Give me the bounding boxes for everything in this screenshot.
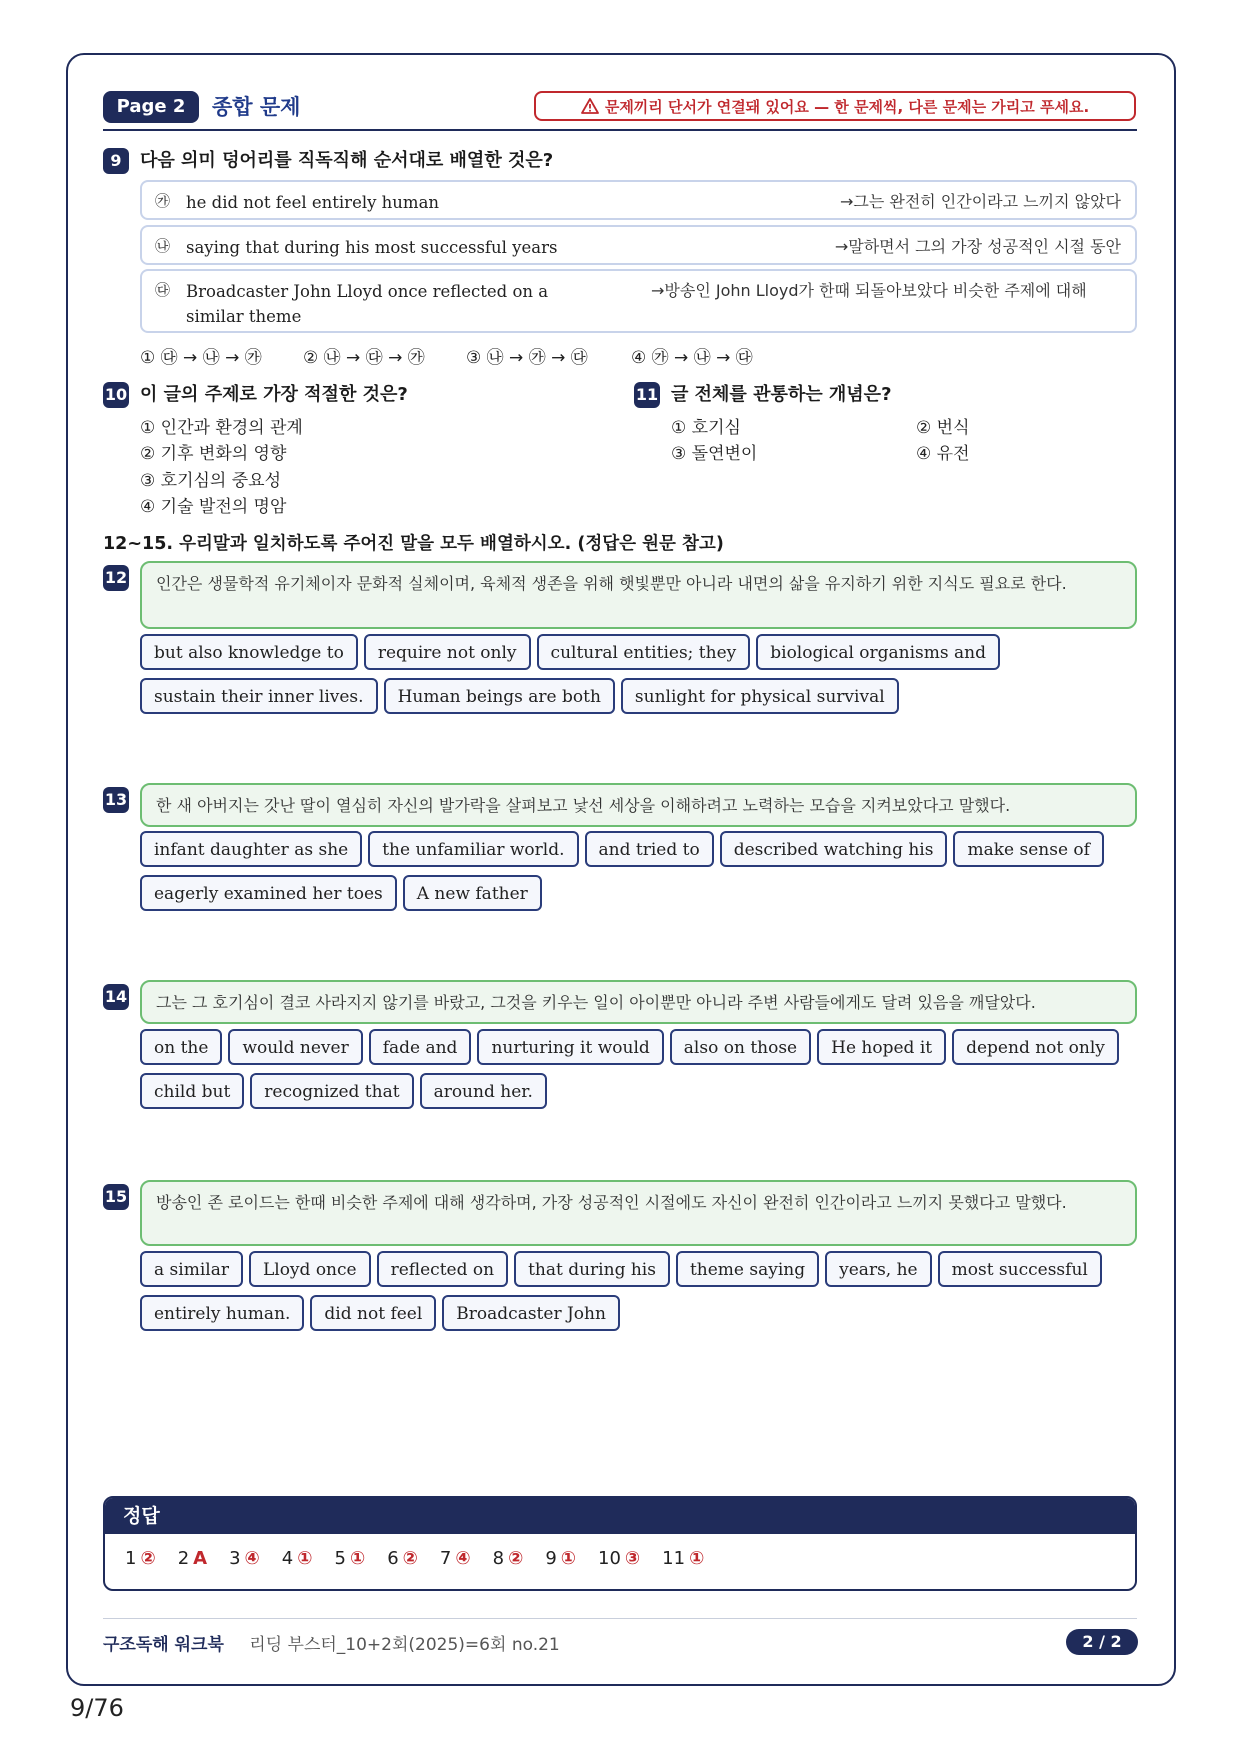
option[interactable]: ② 기후 변화의 영향 — [140, 444, 287, 464]
word-tile[interactable]: and tried to — [585, 831, 714, 867]
word-tile[interactable]: described watching his — [720, 831, 948, 867]
option[interactable]: ① ㉰ → ㉯ → ㉮ — [140, 348, 262, 368]
option[interactable]: ④ 유전 — [916, 444, 970, 464]
option[interactable]: ④ ㉮ → ㉯ → ㉰ — [631, 348, 753, 368]
word-tile[interactable]: reflected on — [377, 1251, 508, 1287]
korean-sentence-box: 인간은 생물학적 유기체이자 문화적 실체이며, 육체적 생존을 위해 햇빛뿐만 아니라 내면의 삶을 유지하기 위한 지식도 필요로 한다. — [140, 561, 1137, 629]
chunk-korean: →그는 완전히 인간이라고 느끼지 않았다 — [839, 192, 1121, 211]
word-tile[interactable]: years, he — [825, 1251, 931, 1287]
warning-text: 문제끼리 단서가 연결돼 있어요 — 한 문제씩, 다른 문제는 가리고 푸세요. — [604, 97, 1090, 116]
korean-sentence-box: 방송인 존 로이드는 한때 비슷한 주제에 대해 생각하며, 가장 성공적인 시절에도 자신이 완전히 인간이라고 느끼지 못했다고 말했다. — [140, 1180, 1137, 1246]
word-tile[interactable]: that during his — [514, 1251, 670, 1287]
chunk-mark: ㉯ — [155, 237, 171, 255]
word-tile[interactable]: the unfamiliar world. — [368, 831, 578, 867]
word-tile[interactable]: sunlight for physical survival — [621, 678, 899, 714]
chunk-mark: ㉰ — [155, 281, 171, 299]
option[interactable]: ③ 호기심의 중요성 — [140, 471, 282, 491]
question-number: 15 — [103, 1184, 129, 1210]
footer-brand: 구조독해 워크북 — [103, 1635, 224, 1655]
word-tile[interactable]: also on those — [670, 1029, 811, 1065]
answer-item: 5 ① — [334, 1548, 366, 1569]
option[interactable]: ② ㉯ → ㉰ → ㉮ — [303, 348, 425, 368]
word-tile[interactable]: sustain their inner lives. — [140, 678, 378, 714]
option[interactable]: ① 호기심 — [671, 418, 741, 438]
option[interactable]: ④ 기술 발전의 명암 — [140, 497, 287, 517]
answer-item: 9 ① — [545, 1548, 577, 1569]
word-tile[interactable]: cultural entities; they — [537, 634, 751, 670]
word-tile[interactable]: but also knowledge to — [140, 634, 358, 670]
korean-sentence-box: 그는 그 호기심이 결코 사라지지 않기를 바랐고, 그것을 키우는 일이 아이뿐만 아니라 주변 사람들에게도 달려 있음을 깨달았다. — [140, 980, 1137, 1024]
chunk-korean: →방송인 John Lloyd가 한때 되돌아보았다 비슷한 주제에 대해 — [651, 281, 1087, 300]
warning-banner — [534, 91, 1136, 121]
word-tile[interactable]: most successful — [938, 1251, 1102, 1287]
answer-item: 3 ④ — [229, 1548, 260, 1569]
word-tile[interactable]: Broadcaster John — [442, 1295, 620, 1331]
answer-key — [103, 1496, 1137, 1591]
word-tile[interactable]: child but — [140, 1073, 244, 1109]
answer-item: 10 ③ — [598, 1548, 641, 1569]
question-title: 다음 의미 덩어리를 직독직해 순서대로 배열한 것은? — [140, 150, 554, 171]
word-tile[interactable]: make sense of — [953, 831, 1103, 867]
footer-page-number: 2 / 2 — [1066, 1629, 1138, 1655]
section-title: 종합 문제 — [212, 95, 301, 119]
header-rule — [103, 129, 1137, 131]
answer-item: 1 ② — [125, 1548, 156, 1569]
section-heading: 12~15. 우리말과 일치하도록 주어진 말을 모두 배열하시오. (정답은 원문 참고) — [103, 534, 724, 554]
chunk-english: he did not feel entirely human — [186, 193, 440, 212]
page-label: Page 2 — [103, 91, 199, 123]
answer-list — [105, 1534, 1135, 1569]
word-tile[interactable]: depend not only — [952, 1029, 1119, 1065]
word-tile[interactable]: a similar — [140, 1251, 243, 1287]
tile-group — [140, 831, 1137, 911]
word-tile[interactable]: infant daughter as she — [140, 831, 362, 867]
word-tile[interactable]: entirely human. — [140, 1295, 304, 1331]
word-tile[interactable]: would never — [228, 1029, 362, 1065]
footer-meta: 리딩 부스터_10+2회(2025)=6회 no.21 — [249, 1635, 560, 1655]
warning-icon — [581, 98, 599, 114]
option[interactable]: ③ 돌연변이 — [671, 444, 758, 464]
word-tile[interactable]: A new father — [403, 875, 542, 911]
chunk-mark: ㉮ — [155, 192, 171, 210]
word-tile[interactable]: around her. — [420, 1073, 547, 1109]
word-tile[interactable]: did not feel — [310, 1295, 436, 1331]
chunk-row — [140, 269, 1137, 333]
answer-key-title: 정답 — [105, 1498, 1135, 1534]
answer-item: 8 ② — [492, 1548, 524, 1569]
chunk-english: Broadcaster John Lloyd once reflected on a similar theme — [186, 282, 549, 326]
answer-item: 6 ② — [387, 1548, 418, 1569]
word-tile[interactable]: biological organisms and — [756, 634, 1000, 670]
page-counter: 9/76 — [70, 1694, 124, 1722]
word-tile[interactable]: require not only — [364, 634, 531, 670]
question-number: 10 — [103, 382, 129, 408]
question-number: 13 — [103, 787, 129, 813]
tile-group — [140, 1029, 1137, 1109]
question-number: 14 — [103, 984, 129, 1010]
word-tile[interactable]: recognized that — [250, 1073, 413, 1109]
word-tile[interactable]: Lloyd once — [249, 1251, 371, 1287]
option[interactable]: ③ ㉯ → ㉮ → ㉰ — [466, 348, 588, 368]
word-tile[interactable]: eagerly examined her toes — [140, 875, 397, 911]
question-title: 이 글의 주제로 가장 적절한 것은? — [140, 384, 408, 405]
chunk-korean: →말하면서 그의 가장 성공적인 시절 동안 — [834, 237, 1121, 256]
question-title: 글 전체를 관통하는 개념은? — [671, 384, 892, 405]
word-tile[interactable]: Human beings are both — [384, 678, 615, 714]
tile-group — [140, 1251, 1137, 1331]
word-tile[interactable]: theme saying — [676, 1251, 819, 1287]
word-tile[interactable]: He hoped it — [817, 1029, 946, 1065]
word-tile[interactable]: fade and — [369, 1029, 472, 1065]
answer-item: 2 A — [177, 1548, 208, 1569]
footer-info — [103, 1630, 560, 1655]
chunk-row — [140, 225, 1137, 265]
answer-item: 11 ① — [662, 1548, 705, 1569]
word-tile[interactable]: nurturing it would — [477, 1029, 663, 1065]
option[interactable]: ① 인간과 환경의 관계 — [140, 418, 303, 438]
footer-rule — [103, 1618, 1137, 1619]
chunk-english: saying that during his most successful years — [186, 238, 558, 257]
chunk-row — [140, 180, 1137, 220]
question-number: 9 — [103, 148, 129, 174]
answer-item: 7 ④ — [439, 1548, 471, 1569]
korean-sentence-box: 한 새 아버지는 갓난 딸이 열심히 자신의 발가락을 살펴보고 낯선 세상을 이해하려고 노력하는 모습을 지켜보았다고 말했다. — [140, 783, 1137, 827]
tile-group — [140, 634, 1137, 714]
answer-item: 4 ① — [281, 1548, 313, 1569]
option[interactable]: ② 번식 — [916, 418, 970, 438]
question-number: 12 — [103, 565, 129, 591]
question-number: 11 — [634, 382, 660, 408]
word-tile[interactable]: on the — [140, 1029, 222, 1065]
